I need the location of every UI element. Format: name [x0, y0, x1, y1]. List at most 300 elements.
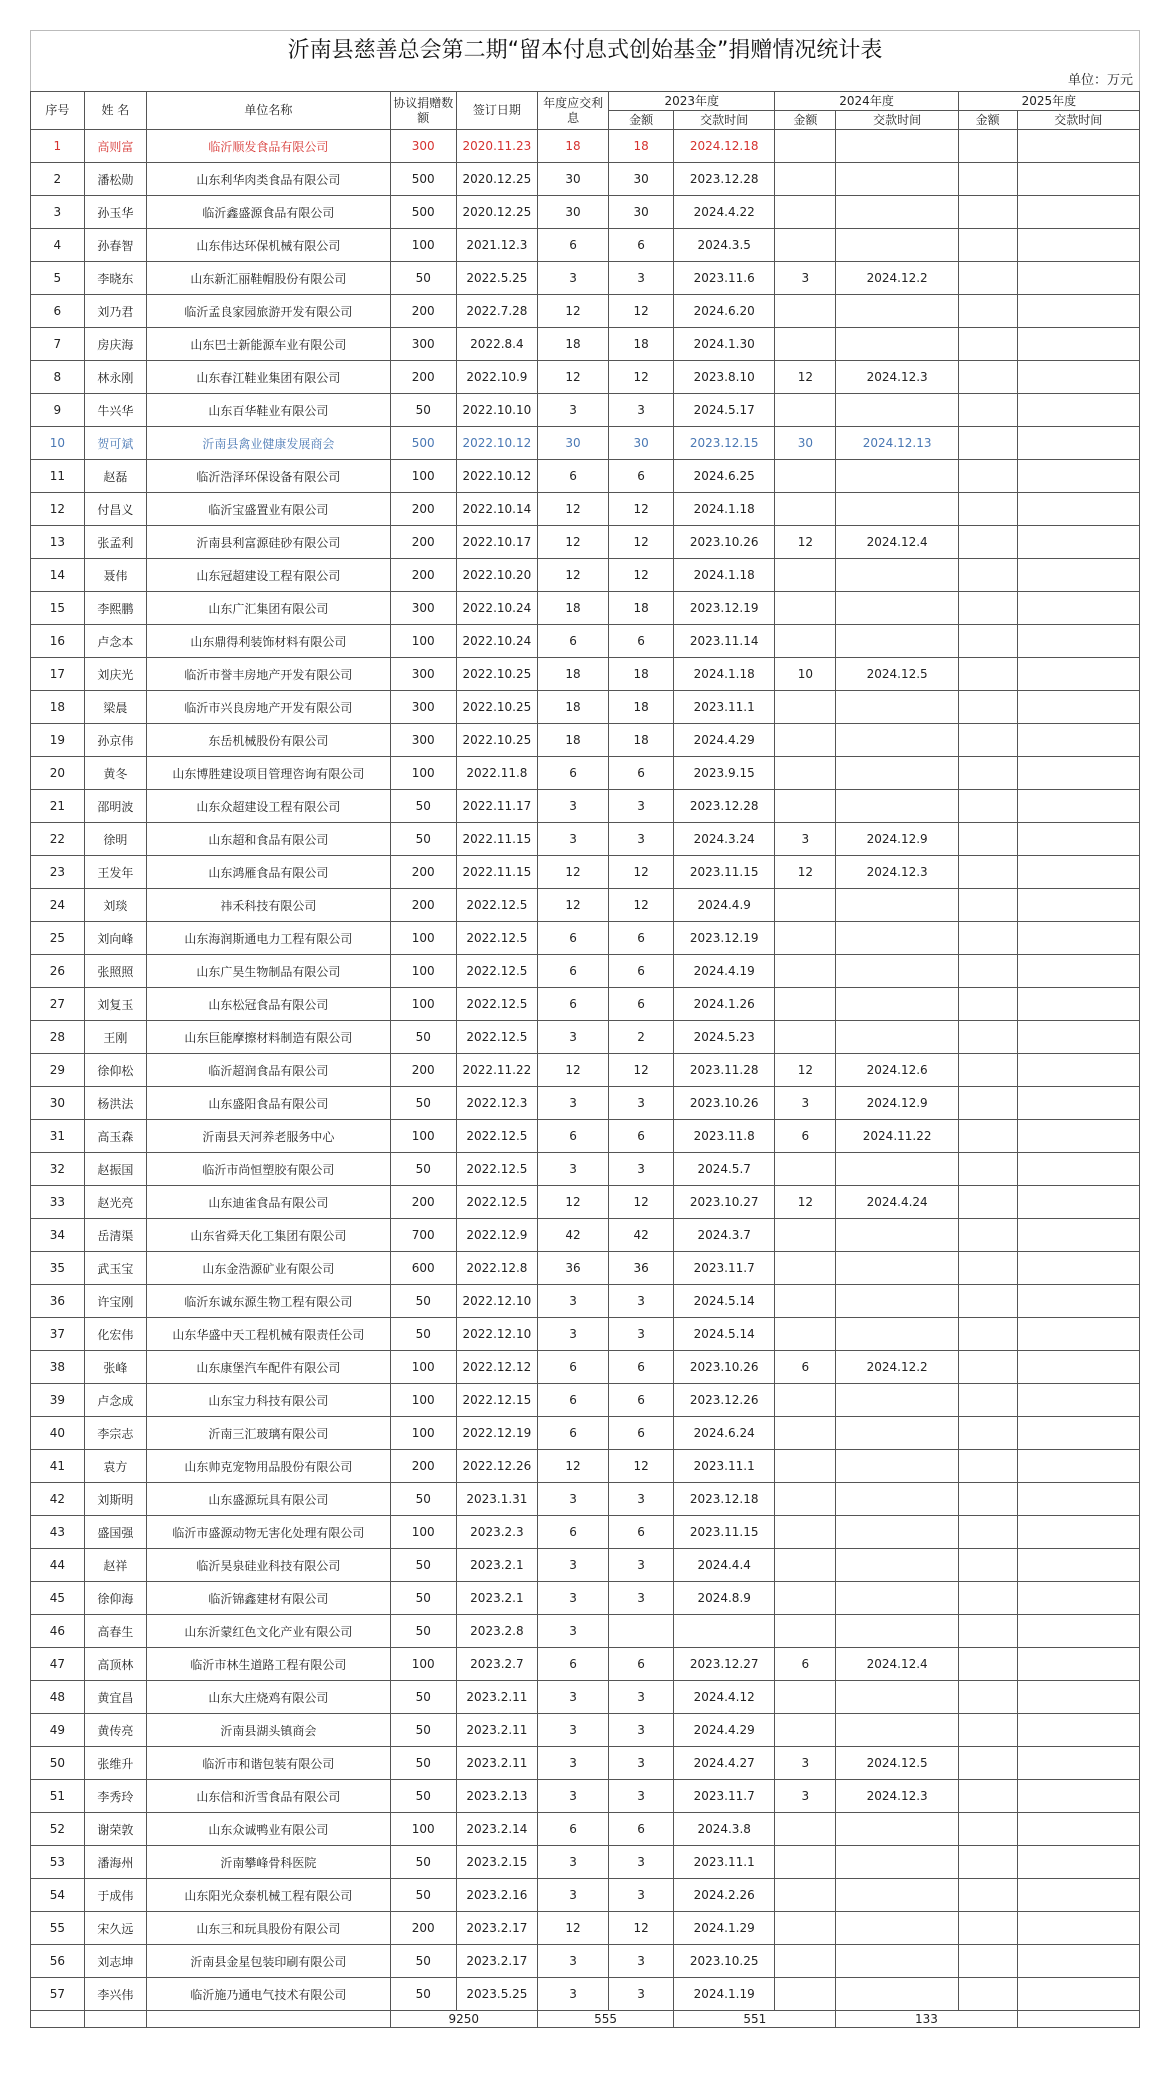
cell-time-2024 [836, 1681, 958, 1714]
table-row [31, 1846, 1140, 1879]
cell-paid-2023: 3 [609, 790, 674, 823]
cell-paid-2024 [775, 130, 836, 163]
cell-name: 牛兴华 [84, 394, 146, 427]
cell-time-2024 [836, 757, 958, 790]
cell-paid-2025 [958, 493, 1017, 526]
total-paid-2024: 133 [836, 2011, 1017, 2028]
cell-sign-date: 2022.11.17 [456, 790, 537, 823]
cell-paid-2025 [958, 1021, 1017, 1054]
cell-seq: 57 [31, 1978, 85, 2011]
cell-paid-2023: 12 [609, 493, 674, 526]
cell-annual-interest: 3 [537, 1747, 608, 1780]
cell-sign-date: 2022.10.24 [456, 625, 537, 658]
cell-paid-2024 [775, 1483, 836, 1516]
cell-time-2025 [1017, 196, 1139, 229]
cell-paid-2023: 3 [609, 394, 674, 427]
cell-paid-2025 [958, 1417, 1017, 1450]
cell-annual-interest: 12 [537, 889, 608, 922]
header-annual-interest: 年度应交利息 [537, 92, 608, 130]
cell-time-2024 [836, 1582, 958, 1615]
cell-paid-2025 [958, 262, 1017, 295]
cell-time-2023: 2024.5.17 [674, 394, 775, 427]
cell-time-2025 [1017, 757, 1139, 790]
cell-seq: 15 [31, 592, 85, 625]
cell-annual-interest: 6 [537, 955, 608, 988]
cell-annual-interest: 3 [537, 1483, 608, 1516]
cell-time-2023: 2023.12.15 [674, 427, 775, 460]
cell-seq: 6 [31, 295, 85, 328]
cell-amount: 200 [390, 1186, 456, 1219]
cell-time-2023: 2024.8.9 [674, 1582, 775, 1615]
cell-paid-2023: 3 [609, 823, 674, 856]
table-row [31, 1615, 1140, 1648]
table-row [31, 823, 1140, 856]
cell-time-2024 [836, 988, 958, 1021]
cell-paid-2023: 3 [609, 1978, 674, 2011]
cell-seq: 21 [31, 790, 85, 823]
cell-time-2023: 2023.12.28 [674, 790, 775, 823]
cell-paid-2023: 6 [609, 955, 674, 988]
cell-amount: 100 [390, 1120, 456, 1153]
total-paid-2023: 551 [674, 2011, 836, 2028]
table-row [31, 691, 1140, 724]
cell-seq: 27 [31, 988, 85, 1021]
cell-paid-2024 [775, 1846, 836, 1879]
cell-name: 李熙鹏 [84, 592, 146, 625]
cell-paid-2024 [775, 922, 836, 955]
cell-time-2023: 2023.10.26 [674, 526, 775, 559]
cell-name: 黄宜昌 [84, 1681, 146, 1714]
cell-time-2025 [1017, 1681, 1139, 1714]
cell-paid-2023: 30 [609, 427, 674, 460]
cell-sign-date: 2022.12.26 [456, 1450, 537, 1483]
cell-annual-interest: 3 [537, 790, 608, 823]
cell-annual-interest: 3 [537, 1780, 608, 1813]
cell-company: 临沂超润食品有限公司 [147, 1054, 391, 1087]
cell-seq: 29 [31, 1054, 85, 1087]
cell-company: 沂南县天河养老服务中心 [147, 1120, 391, 1153]
table-row [31, 1747, 1140, 1780]
cell-paid-2024 [775, 1285, 836, 1318]
table-row [31, 1351, 1140, 1384]
cell-sign-date: 2022.12.5 [456, 889, 537, 922]
cell-paid-2024: 10 [775, 658, 836, 691]
cell-time-2024 [836, 1483, 958, 1516]
cell-paid-2023: 6 [609, 1648, 674, 1681]
cell-paid-2025 [958, 1813, 1017, 1846]
cell-time-2025 [1017, 1978, 1139, 2011]
cell-time-2025 [1017, 1714, 1139, 1747]
cell-seq: 56 [31, 1945, 85, 1978]
cell-sign-date: 2022.5.25 [456, 262, 537, 295]
cell-paid-2023: 12 [609, 361, 674, 394]
cell-company: 山东信和沂雪食品有限公司 [147, 1780, 391, 1813]
cell-annual-interest: 18 [537, 130, 608, 163]
cell-time-2024 [836, 1021, 958, 1054]
cell-seq: 37 [31, 1318, 85, 1351]
cell-company: 临沂市盛源动物无害化处理有限公司 [147, 1516, 391, 1549]
cell-annual-interest: 6 [537, 460, 608, 493]
cell-time-2023: 2024.2.26 [674, 1879, 775, 1912]
table-row [31, 460, 1140, 493]
cell-time-2023: 2024.4.12 [674, 1681, 775, 1714]
cell-time-2024 [836, 394, 958, 427]
cell-time-2023: 2024.3.7 [674, 1219, 775, 1252]
cell-seq: 11 [31, 460, 85, 493]
table-row [31, 1813, 1140, 1846]
cell-paid-2024: 6 [775, 1351, 836, 1384]
cell-sign-date: 2022.12.9 [456, 1219, 537, 1252]
cell-seq: 50 [31, 1747, 85, 1780]
cell-sign-date: 2022.10.12 [456, 460, 537, 493]
cell-sign-date: 2022.12.3 [456, 1087, 537, 1120]
cell-time-2024 [836, 1549, 958, 1582]
table-row [31, 1087, 1140, 1120]
cell-time-2025 [1017, 1615, 1139, 1648]
cell-paid-2025 [958, 1945, 1017, 1978]
cell-time-2024 [836, 559, 958, 592]
cell-time-2024 [836, 1912, 958, 1945]
cell-annual-interest: 12 [537, 1186, 608, 1219]
cell-paid-2025 [958, 658, 1017, 691]
cell-sign-date: 2023.2.8 [456, 1615, 537, 1648]
cell-amount: 50 [390, 1978, 456, 2011]
cell-paid-2024: 6 [775, 1120, 836, 1153]
cell-name: 谢荣敦 [84, 1813, 146, 1846]
cell-company: 临沂锦鑫建材有限公司 [147, 1582, 391, 1615]
cell-amount: 100 [390, 955, 456, 988]
cell-sign-date: 2022.11.8 [456, 757, 537, 790]
cell-name: 高则富 [84, 130, 146, 163]
cell-seq: 26 [31, 955, 85, 988]
cell-time-2024 [836, 196, 958, 229]
cell-time-2025 [1017, 163, 1139, 196]
table-row [31, 1978, 1140, 2011]
cell-company: 沂南攀峰骨科医院 [147, 1846, 391, 1879]
cell-paid-2025 [958, 196, 1017, 229]
cell-paid-2023: 6 [609, 229, 674, 262]
cell-company: 山东超和食品有限公司 [147, 823, 391, 856]
cell-time-2024 [836, 625, 958, 658]
cell-paid-2024: 3 [775, 1780, 836, 1813]
cell-sign-date: 2022.12.5 [456, 1120, 537, 1153]
cell-name: 潘海州 [84, 1846, 146, 1879]
cell-time-2025 [1017, 1351, 1139, 1384]
cell-sign-date: 2022.12.5 [456, 922, 537, 955]
cell-paid-2023: 6 [609, 1813, 674, 1846]
cell-paid-2023: 6 [609, 757, 674, 790]
cell-time-2023: 2024.3.24 [674, 823, 775, 856]
cell-paid-2024 [775, 625, 836, 658]
cell-annual-interest: 3 [537, 1978, 608, 2011]
cell-time-2025 [1017, 889, 1139, 922]
cell-time-2023: 2024.1.19 [674, 1978, 775, 2011]
cell-amount: 600 [390, 1252, 456, 1285]
cell-time-2023: 2024.5.14 [674, 1318, 775, 1351]
cell-company: 祎禾科技有限公司 [147, 889, 391, 922]
cell-sign-date: 2023.2.11 [456, 1747, 537, 1780]
cell-seq: 42 [31, 1483, 85, 1516]
cell-time-2024 [836, 1516, 958, 1549]
cell-paid-2023: 2 [609, 1021, 674, 1054]
cell-time-2023: 2024.4.19 [674, 955, 775, 988]
cell-amount: 300 [390, 130, 456, 163]
cell-company: 山东松冠食品有限公司 [147, 988, 391, 1021]
table-row [31, 163, 1140, 196]
cell-time-2025 [1017, 130, 1139, 163]
cell-company: 临沂施乃通电气技术有限公司 [147, 1978, 391, 2011]
cell-time-2025 [1017, 1450, 1139, 1483]
cell-paid-2023: 36 [609, 1252, 674, 1285]
totals-empty [84, 2011, 146, 2028]
cell-paid-2024: 30 [775, 427, 836, 460]
cell-company: 山东博胜建设项目管理咨询有限公司 [147, 757, 391, 790]
cell-amount: 50 [390, 1549, 456, 1582]
cell-seq: 43 [31, 1516, 85, 1549]
cell-paid-2023: 6 [609, 1516, 674, 1549]
cell-amount: 50 [390, 1945, 456, 1978]
table-row [31, 559, 1140, 592]
cell-paid-2024 [775, 328, 836, 361]
cell-amount: 100 [390, 988, 456, 1021]
cell-paid-2023: 18 [609, 658, 674, 691]
cell-time-2023: 2023.12.19 [674, 922, 775, 955]
cell-company: 山东省舜天化工集团有限公司 [147, 1219, 391, 1252]
cell-annual-interest: 36 [537, 1252, 608, 1285]
cell-paid-2024: 3 [775, 1087, 836, 1120]
cell-paid-2024 [775, 460, 836, 493]
cell-sign-date: 2022.10.25 [456, 691, 537, 724]
table-row [31, 1549, 1140, 1582]
cell-paid-2025 [958, 1912, 1017, 1945]
cell-time-2025 [1017, 1285, 1139, 1318]
table-row [31, 1714, 1140, 1747]
cell-paid-2024 [775, 1219, 836, 1252]
cell-time-2024 [836, 1813, 958, 1846]
cell-annual-interest: 12 [537, 295, 608, 328]
cell-annual-interest: 12 [537, 559, 608, 592]
cell-name: 徐仰海 [84, 1582, 146, 1615]
cell-company: 山东利华肉类食品有限公司 [147, 163, 391, 196]
cell-time-2023: 2024.3.5 [674, 229, 775, 262]
cell-amount: 200 [390, 361, 456, 394]
cell-annual-interest: 6 [537, 1384, 608, 1417]
cell-time-2025 [1017, 922, 1139, 955]
cell-paid-2024 [775, 229, 836, 262]
cell-time-2025 [1017, 1153, 1139, 1186]
cell-paid-2024 [775, 1549, 836, 1582]
cell-amount: 100 [390, 757, 456, 790]
cell-company: 山东伟达环保机械有限公司 [147, 229, 391, 262]
cell-time-2024: 2024.12.2 [836, 1351, 958, 1384]
cell-company: 临沂市林生道路工程有限公司 [147, 1648, 391, 1681]
table-row [31, 1780, 1140, 1813]
cell-time-2023: 2024.12.18 [674, 130, 775, 163]
header-2023-time: 交款时间 [674, 111, 775, 130]
cell-seq: 18 [31, 691, 85, 724]
cell-sign-date: 2022.10.25 [456, 724, 537, 757]
cell-paid-2023: 6 [609, 1120, 674, 1153]
cell-time-2024 [836, 592, 958, 625]
cell-annual-interest: 12 [537, 361, 608, 394]
cell-seq: 24 [31, 889, 85, 922]
cell-time-2025 [1017, 1648, 1139, 1681]
unit-label: 单位：万元 [30, 71, 1140, 91]
table-row [31, 1945, 1140, 1978]
cell-paid-2025 [958, 1054, 1017, 1087]
cell-time-2023: 2023.11.14 [674, 625, 775, 658]
cell-company: 沂南县金星包装印刷有限公司 [147, 1945, 391, 1978]
cell-time-2023: 2024.1.18 [674, 493, 775, 526]
cell-seq: 33 [31, 1186, 85, 1219]
cell-amount: 100 [390, 1417, 456, 1450]
table-row [31, 889, 1140, 922]
cell-company: 临沂昊泉硅业科技有限公司 [147, 1549, 391, 1582]
cell-amount: 100 [390, 1516, 456, 1549]
cell-seq: 39 [31, 1384, 85, 1417]
cell-seq: 28 [31, 1021, 85, 1054]
cell-paid-2023: 3 [609, 1714, 674, 1747]
cell-amount: 50 [390, 1681, 456, 1714]
cell-time-2025 [1017, 295, 1139, 328]
cell-sign-date: 2023.1.31 [456, 1483, 537, 1516]
cell-time-2024: 2024.12.5 [836, 1747, 958, 1780]
cell-paid-2023: 3 [609, 1318, 674, 1351]
cell-paid-2024: 12 [775, 361, 836, 394]
table-row [31, 790, 1140, 823]
cell-name: 高顶林 [84, 1648, 146, 1681]
cell-time-2023: 2024.1.26 [674, 988, 775, 1021]
table-row [31, 1516, 1140, 1549]
cell-paid-2024: 12 [775, 1054, 836, 1087]
cell-time-2024 [836, 130, 958, 163]
cell-sign-date: 2022.10.25 [456, 658, 537, 691]
cell-time-2023: 2023.12.26 [674, 1384, 775, 1417]
cell-paid-2025 [958, 130, 1017, 163]
cell-paid-2023: 18 [609, 130, 674, 163]
cell-company: 山东宝力科技有限公司 [147, 1384, 391, 1417]
cell-sign-date: 2022.11.15 [456, 823, 537, 856]
cell-amount: 300 [390, 658, 456, 691]
cell-time-2025 [1017, 1054, 1139, 1087]
cell-name: 赵祥 [84, 1549, 146, 1582]
cell-time-2023: 2023.10.25 [674, 1945, 775, 1978]
total-interest: 555 [537, 2011, 673, 2028]
cell-paid-2024 [775, 988, 836, 1021]
cell-amount: 50 [390, 1780, 456, 1813]
cell-paid-2025 [958, 460, 1017, 493]
donation-table [30, 91, 1140, 2028]
cell-annual-interest: 3 [537, 1285, 608, 1318]
cell-paid-2024 [775, 1813, 836, 1846]
cell-time-2025 [1017, 1846, 1139, 1879]
cell-name: 刘斯明 [84, 1483, 146, 1516]
cell-paid-2025 [958, 955, 1017, 988]
cell-annual-interest: 3 [537, 1681, 608, 1714]
cell-annual-interest: 6 [537, 1417, 608, 1450]
cell-sign-date: 2022.10.17 [456, 526, 537, 559]
cell-amount: 50 [390, 1879, 456, 1912]
cell-name: 赵振国 [84, 1153, 146, 1186]
cell-seq: 9 [31, 394, 85, 427]
cell-name: 张孟利 [84, 526, 146, 559]
cell-annual-interest: 3 [537, 394, 608, 427]
cell-time-2024: 2024.12.5 [836, 658, 958, 691]
cell-amount: 100 [390, 1648, 456, 1681]
cell-annual-interest: 30 [537, 427, 608, 460]
cell-time-2023: 2023.11.7 [674, 1780, 775, 1813]
table-row [31, 1483, 1140, 1516]
cell-time-2023: 2023.11.8 [674, 1120, 775, 1153]
cell-time-2025 [1017, 1945, 1139, 1978]
cell-time-2025 [1017, 493, 1139, 526]
cell-paid-2024 [775, 1318, 836, 1351]
cell-seq: 12 [31, 493, 85, 526]
cell-annual-interest: 3 [537, 1846, 608, 1879]
cell-paid-2024 [775, 1516, 836, 1549]
cell-company: 山东百华鞋业有限公司 [147, 394, 391, 427]
cell-seq: 36 [31, 1285, 85, 1318]
cell-time-2025 [1017, 1582, 1139, 1615]
header-name: 姓 名 [84, 92, 146, 130]
cell-amount: 50 [390, 1582, 456, 1615]
table-row [31, 361, 1140, 394]
cell-time-2024: 2024.12.4 [836, 526, 958, 559]
cell-company: 山东众诚鸭业有限公司 [147, 1813, 391, 1846]
cell-amount: 100 [390, 1351, 456, 1384]
cell-paid-2024: 12 [775, 526, 836, 559]
cell-time-2025 [1017, 1912, 1139, 1945]
cell-paid-2025 [958, 1483, 1017, 1516]
cell-paid-2024 [775, 1681, 836, 1714]
cell-company: 山东海润斯通电力工程有限公司 [147, 922, 391, 955]
cell-name: 付昌义 [84, 493, 146, 526]
cell-amount: 50 [390, 394, 456, 427]
cell-time-2023 [674, 1615, 775, 1648]
cell-time-2025 [1017, 955, 1139, 988]
cell-time-2024 [836, 1615, 958, 1648]
cell-name: 赵光亮 [84, 1186, 146, 1219]
cell-sign-date: 2022.12.10 [456, 1318, 537, 1351]
cell-seq: 34 [31, 1219, 85, 1252]
cell-paid-2024 [775, 757, 836, 790]
cell-paid-2023: 12 [609, 1912, 674, 1945]
cell-paid-2024 [775, 1879, 836, 1912]
header-2024-time: 交款时间 [836, 111, 958, 130]
cell-time-2024: 2024.12.2 [836, 262, 958, 295]
cell-time-2025 [1017, 724, 1139, 757]
cell-seq: 5 [31, 262, 85, 295]
cell-name: 王发年 [84, 856, 146, 889]
cell-paid-2023: 12 [609, 889, 674, 922]
table-row [31, 1120, 1140, 1153]
cell-annual-interest: 6 [537, 229, 608, 262]
cell-time-2023: 2023.12.27 [674, 1648, 775, 1681]
cell-name: 许宝刚 [84, 1285, 146, 1318]
cell-name: 贺可斌 [84, 427, 146, 460]
cell-paid-2023: 12 [609, 559, 674, 592]
cell-time-2024: 2024.12.4 [836, 1648, 958, 1681]
cell-annual-interest: 3 [537, 1087, 608, 1120]
cell-time-2023: 2023.8.10 [674, 361, 775, 394]
cell-paid-2024: 3 [775, 1747, 836, 1780]
cell-time-2025 [1017, 856, 1139, 889]
cell-paid-2024 [775, 559, 836, 592]
cell-time-2024 [836, 955, 958, 988]
cell-paid-2025 [958, 889, 1017, 922]
cell-time-2024: 2024.12.3 [836, 361, 958, 394]
table-row [31, 1582, 1140, 1615]
